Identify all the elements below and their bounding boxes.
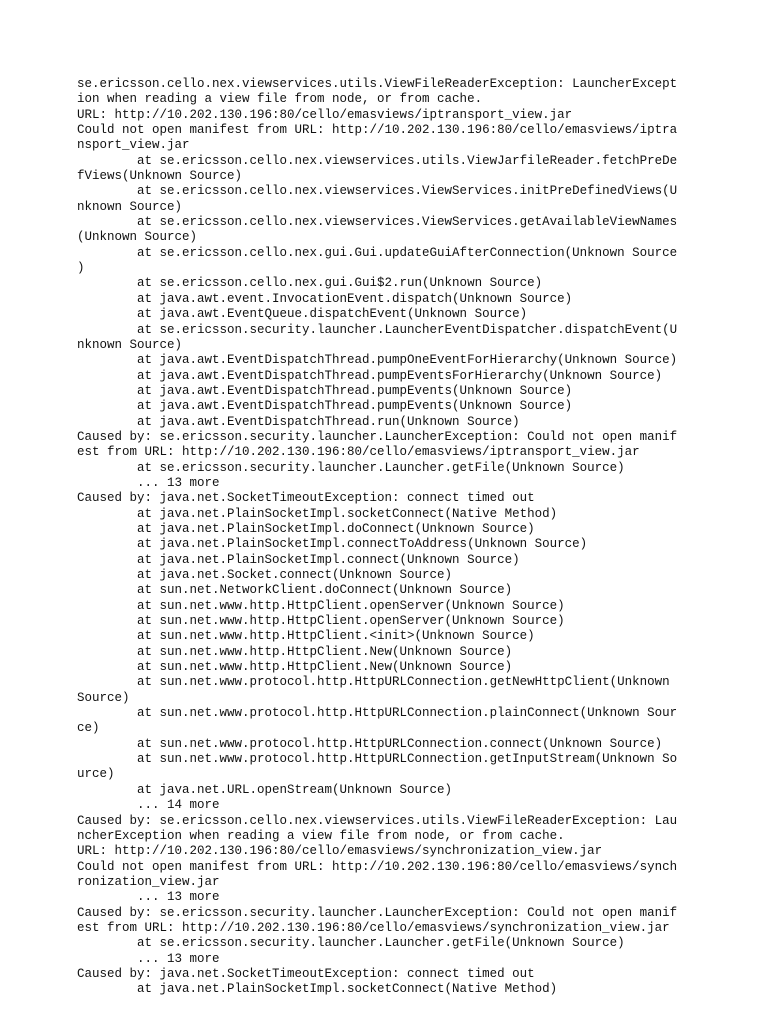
stack-trace-line: Caused by: java.net.SocketTimeoutException: connect timed out — [77, 491, 535, 506]
stack-trace-line: at java.awt.EventDispatchThread.pumpEvents(Unknown Source) — [77, 383, 573, 398]
stack-trace-line: at java.awt.EventDispatchThread.run(Unknown Source) — [77, 414, 520, 429]
stack-trace-line: ncherException when reading a view file from node, or from cache. — [77, 828, 565, 843]
stack-trace-document — [77, 77, 737, 998]
stack-trace-line: at se.ericsson.security.launcher.Launcher.getFile(Unknown Source) — [77, 460, 625, 475]
stack-trace-line: nsport_view.jar — [77, 138, 190, 153]
stack-trace-line: urce) — [77, 767, 115, 782]
stack-trace-line: at java.net.PlainSocketImpl.connect(Unknown Source) — [77, 552, 520, 567]
stack-trace-line: ... 13 more — [77, 890, 220, 905]
stack-trace-line: at se.ericsson.cello.nex.viewservices.ViewServices.getAvailableViewNames — [77, 215, 678, 230]
stack-trace-line: (Unknown Source) — [77, 230, 198, 245]
stack-trace-line: ... 14 more — [77, 798, 220, 813]
stack-trace-line: at se.ericsson.security.launcher.Launcher.getFile(Unknown Source) — [77, 936, 625, 951]
stack-trace-line: ... 13 more — [77, 951, 220, 966]
stack-trace-line: Source) — [77, 690, 130, 705]
stack-trace-line: at java.net.PlainSocketImpl.connectToAddress(Unknown Source) — [77, 537, 588, 552]
stack-trace-line: at java.awt.EventDispatchThread.pumpEvents(Unknown Source) — [77, 399, 573, 414]
stack-trace-line: at java.net.PlainSocketImpl.socketConnect(Native Method) — [77, 506, 558, 521]
stack-trace-line: at sun.net.NetworkClient.doConnect(Unknown Source) — [77, 583, 513, 598]
stack-trace-line: Caused by: java.net.SocketTimeoutException: connect timed out — [77, 966, 535, 981]
stack-trace-line: at se.ericsson.security.launcher.LauncherEventDispatcher.dispatchEvent(U — [77, 322, 678, 337]
stack-trace-line: at sun.net.www.protocol.http.HttpURLConnection.connect(Unknown Source) — [77, 736, 663, 751]
stack-trace-line: at java.net.PlainSocketImpl.socketConnect(Native Method) — [77, 982, 558, 997]
stack-trace-line: at se.ericsson.cello.nex.gui.Gui.updateGuiAfterConnection(Unknown Source — [77, 245, 678, 260]
stack-trace-line: est from URL: http://10.202.130.196:80/cello/emasviews/iptransport_view.jar — [77, 445, 640, 460]
stack-trace-line: at java.net.URL.openStream(Unknown Source) — [77, 782, 453, 797]
stack-trace-line: at se.ericsson.cello.nex.viewservices.ViewServices.initPreDefinedViews(U — [77, 184, 678, 199]
stack-trace-line: URL: http://10.202.130.196:80/cello/emasviews/synchronization_view.jar — [77, 844, 603, 859]
stack-trace-line: Caused by: se.ericsson.cello.nex.viewservices.utils.ViewFileReaderException: Lau — [77, 813, 678, 828]
stack-trace-line: Could not open manifest from URL: http://10.202.130.196:80/cello/emasviews/iptra — [77, 123, 678, 138]
stack-trace-line: at sun.net.www.protocol.http.HttpURLConnection.getInputStream(Unknown So — [77, 752, 678, 767]
stack-trace-line: at java.awt.EventQueue.dispatchEvent(Unknown Source) — [77, 307, 528, 322]
stack-trace-line: ion when reading a view file from node, or from cache. — [77, 92, 483, 107]
stack-trace-line: at sun.net.www.http.HttpClient.New(Unknown Source) — [77, 660, 513, 675]
stack-trace-line: Caused by: se.ericsson.security.launcher.LauncherException: Could not open manif — [77, 429, 678, 444]
stack-trace-line: fViews(Unknown Source) — [77, 169, 243, 184]
stack-trace-line: est from URL: http://10.202.130.196:80/cello/emasviews/synchronization_view.jar — [77, 920, 670, 935]
stack-trace-line: at java.net.PlainSocketImpl.doConnect(Unknown Source) — [77, 521, 535, 536]
stack-trace-line: at sun.net.www.http.HttpClient.New(Unknown Source) — [77, 644, 513, 659]
stack-trace-line: URL: http://10.202.130.196:80/cello/emasviews/iptransport_view.jar — [77, 107, 573, 122]
stack-trace-line: at se.ericsson.cello.nex.viewservices.utils.ViewJarfileReader.fetchPreDe — [77, 153, 678, 168]
stack-trace-line: at sun.net.www.protocol.http.HttpURLConnection.getNewHttpClient(Unknown — [77, 675, 670, 690]
stack-trace-line: at sun.net.www.http.HttpClient.openServer(Unknown Source) — [77, 614, 565, 629]
stack-trace-line: Caused by: se.ericsson.security.launcher.LauncherException: Could not open manif — [77, 905, 678, 920]
stack-trace-line: ... 13 more — [77, 475, 220, 490]
stack-trace-line: at se.ericsson.cello.nex.gui.Gui$2.run(Unknown Source) — [77, 276, 543, 291]
stack-trace-line: at java.awt.event.InvocationEvent.dispatch(Unknown Source) — [77, 291, 573, 306]
stack-trace-line: ce) — [77, 721, 100, 736]
stack-trace-line: se.ericsson.cello.nex.viewservices.utils.ViewFileReaderException: LauncherExcept — [77, 77, 678, 91]
stack-trace-line: nknown Source) — [77, 199, 183, 214]
stack-trace-line: ronization_view.jar — [77, 874, 220, 889]
stack-trace-line: at java.net.Socket.connect(Unknown Source) — [77, 568, 453, 582]
stack-trace-line: at sun.net.www.http.HttpClient.openServer(Unknown Source) — [77, 598, 565, 613]
stack-trace-line: ) — [77, 261, 85, 276]
stack-trace-line: at sun.net.www.protocol.http.HttpURLConnection.plainConnect(Unknown Sour — [77, 706, 678, 721]
stack-trace-line: nknown Source) — [77, 337, 183, 352]
stack-trace-line: at java.awt.EventDispatchThread.pumpOneEventForHierarchy(Unknown Source) — [77, 353, 678, 368]
stack-trace-line: at java.awt.EventDispatchThread.pumpEventsForHierarchy(Unknown Source) — [77, 368, 663, 383]
stack-trace-line: at sun.net.www.http.HttpClient.<init>(Unknown Source) — [77, 629, 535, 644]
stack-trace-line: Could not open manifest from URL: http://10.202.130.196:80/cello/emasviews/synch — [77, 859, 678, 874]
